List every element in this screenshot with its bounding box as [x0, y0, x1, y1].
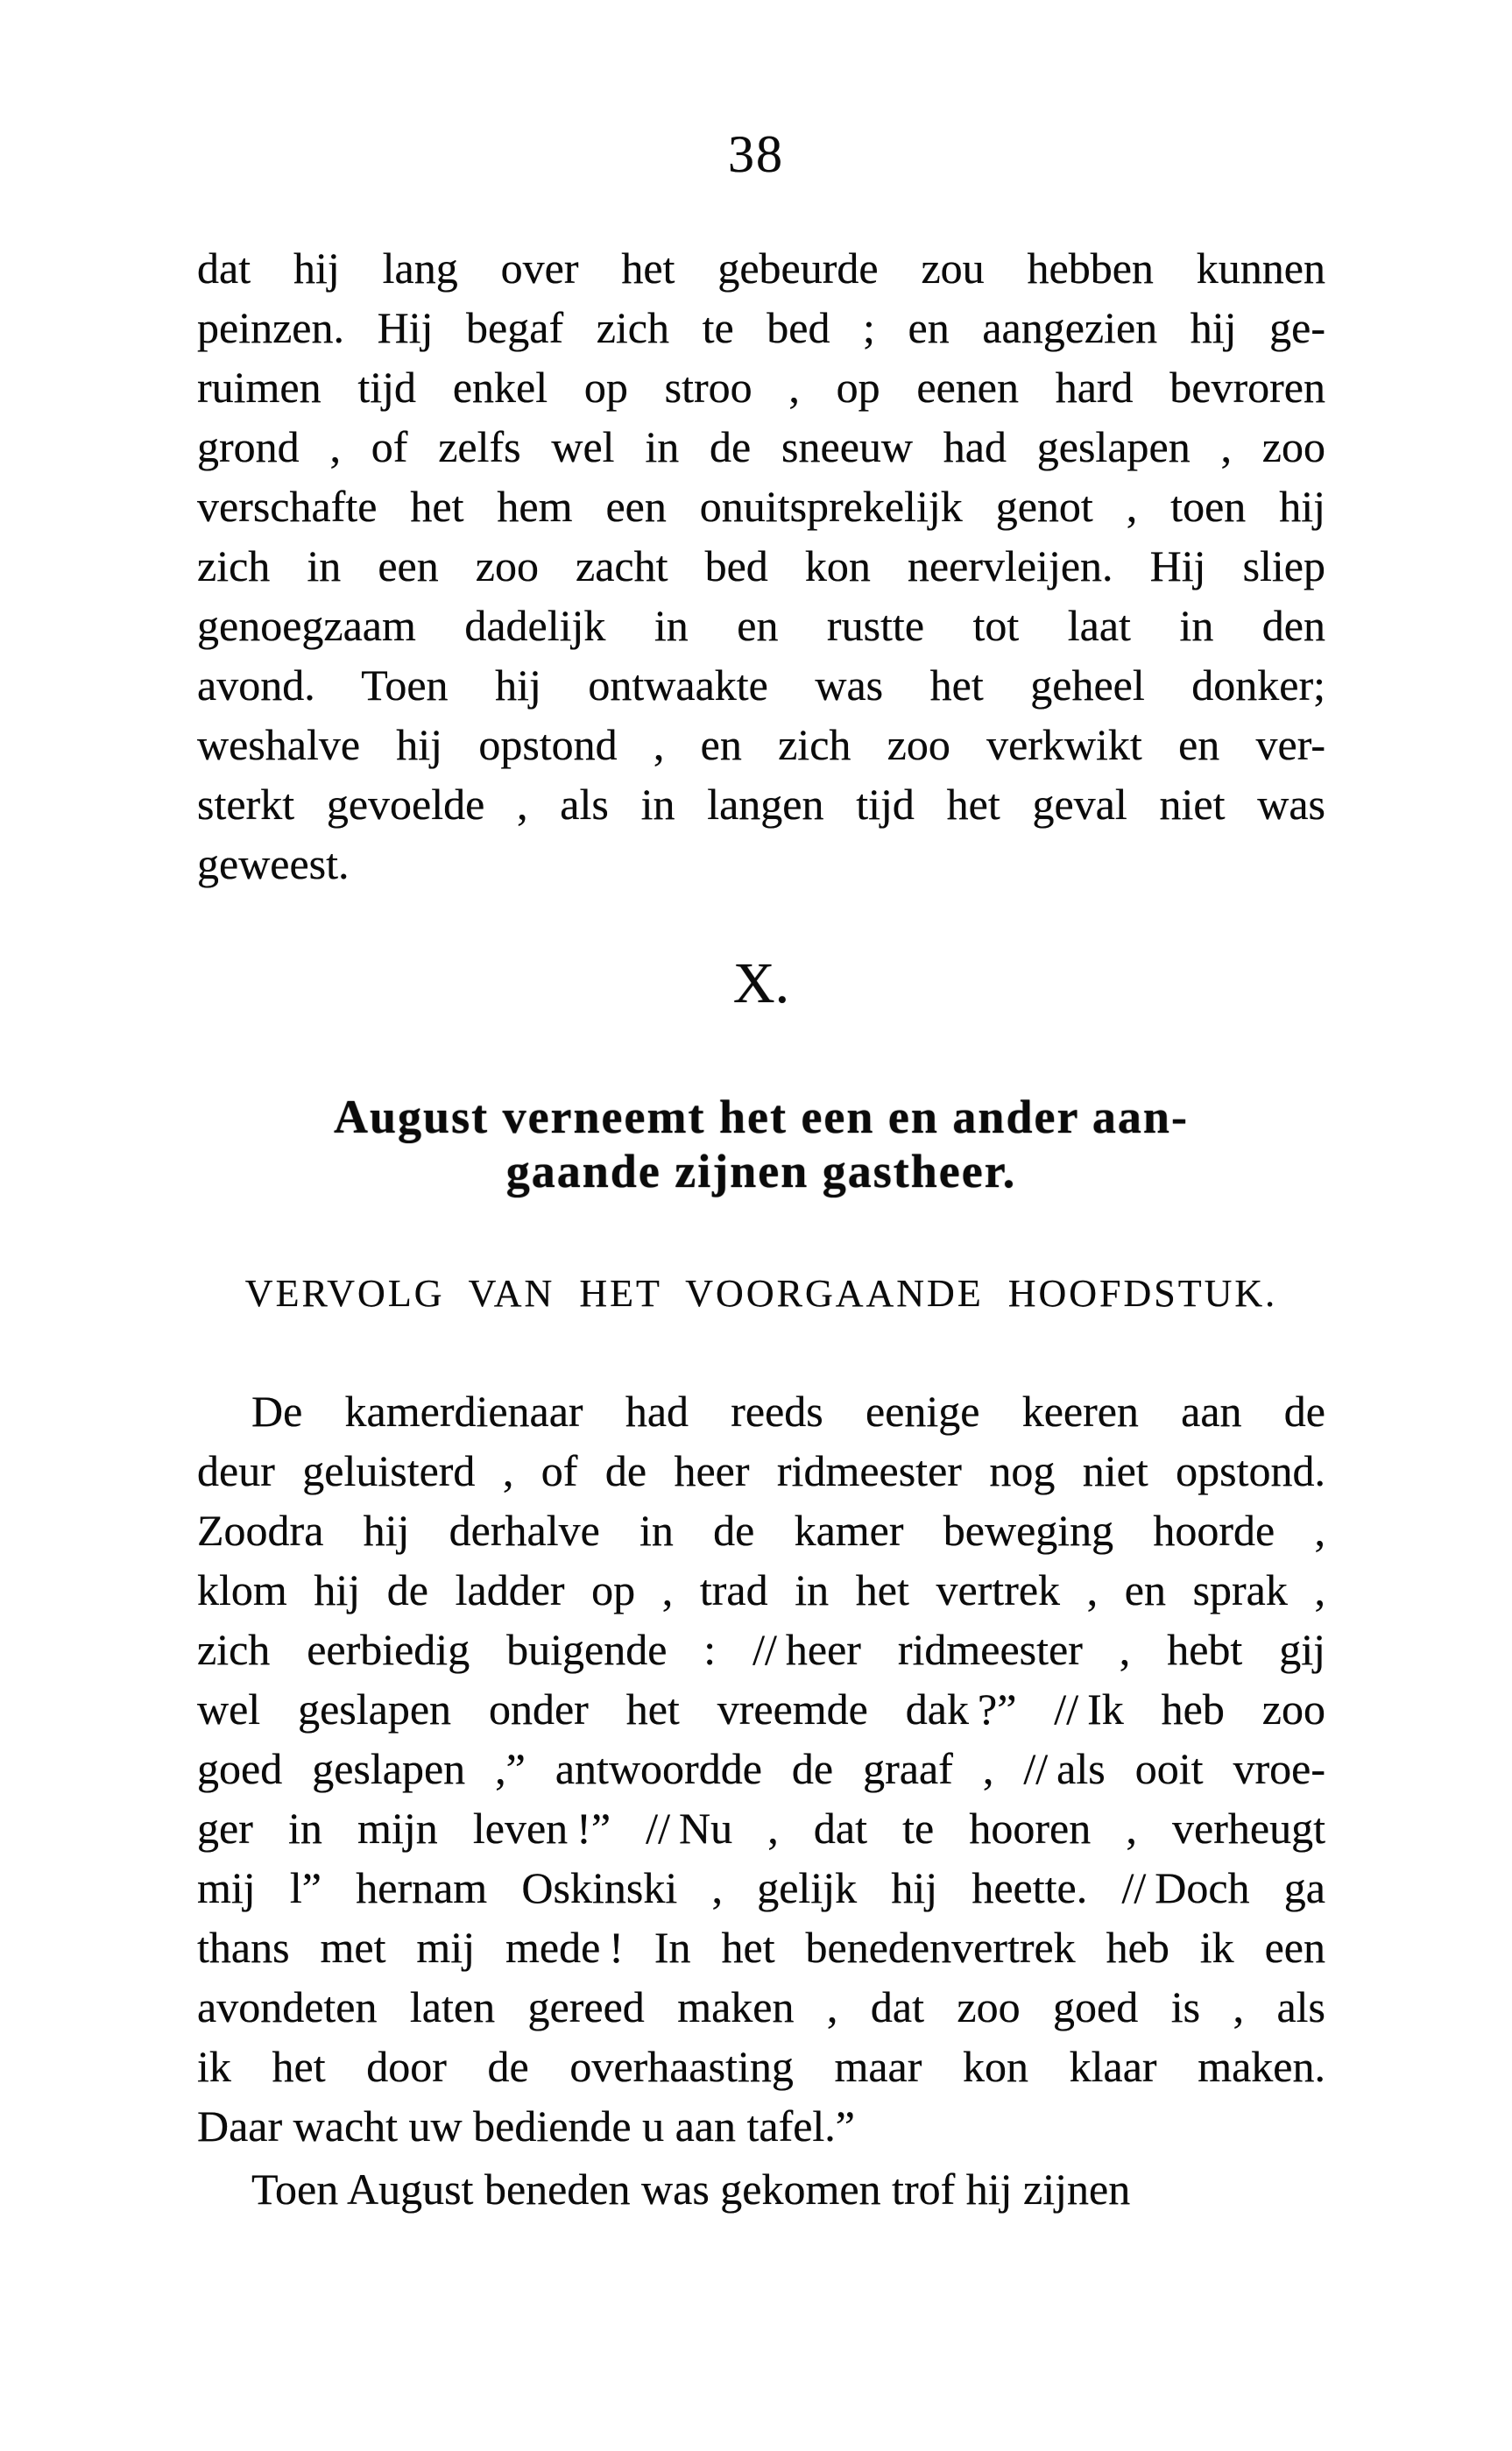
- text-line: wel geslapen onder het vreemde dak ?” // Ik heb zoo: [197, 1685, 1325, 1734]
- text-line: grond , of zelfs wel in de sneeuw had geslapen , zoo: [197, 422, 1325, 471]
- text-line: verschafte het hem een onuitsprekelijk genot , toen hij: [197, 482, 1325, 531]
- text-line: goed geslapen ,” antwoordde de graaf , // als ooit vroe-: [197, 1744, 1325, 1793]
- page-number: 38: [728, 125, 784, 183]
- chapter-subtitle: VERVOLG VAN HET VOORGAANDE HOOFDSTUK.: [244, 1272, 1278, 1315]
- text-line: ruimen tijd enkel op stroo , op eenen hard bevroren: [197, 363, 1325, 412]
- text-line: klom hij de ladder op , trad in het vertrek , en sprak ,: [197, 1565, 1325, 1614]
- paragraph: [197, 2159, 1325, 2219]
- chapter-title-line: August verneemt het een en ander aan-: [334, 1091, 1189, 1143]
- text-line: geweest.: [197, 839, 350, 888]
- text-line: peinzen. Hij begaf zich te bed ; en aangezien hij ge-: [197, 303, 1325, 352]
- text-line: avond. Toen hij ontwaakte was het geheel donker;: [197, 660, 1325, 710]
- chapter-title: [197, 1090, 1325, 1198]
- chapter-numeral: X.: [732, 951, 790, 1015]
- text-column: [197, 0, 1325, 2219]
- text-line: Daar wacht uw bediende u aan tafel.”: [197, 2101, 856, 2151]
- text-line: zich in een zoo zacht bed kon neervleijen. Hij sliep: [197, 541, 1325, 590]
- text-line: genoegzaam dadelijk in en rustte tot laat in den: [197, 601, 1325, 650]
- text-line: deur geluisterd , of de heer ridmeester nog niet opstond.: [197, 1446, 1325, 1495]
- paragraph-continuation: [197, 238, 1325, 894]
- text-line: De kamerdienaar had reeds eenige keeren aan de: [251, 1387, 1325, 1436]
- paragraph: [197, 1381, 1325, 2156]
- text-line: avondeten laten gereed maken , dat zoo goed is , als: [197, 1982, 1325, 2031]
- text-line: Toen August beneden was gekomen trof hij zijnen: [251, 2165, 1131, 2214]
- text-line: ger in mijn leven !” // Nu , dat te hooren , verheugt: [197, 1804, 1325, 1853]
- chapter-title-line: gaande zijnen gastheer.: [505, 1145, 1017, 1197]
- text-line: zich eerbiedig buigende : // heer ridmeester , hebt gij: [197, 1625, 1325, 1674]
- text-line: Zoodra hij derhalve in de kamer beweging hoorde ,: [197, 1506, 1325, 1555]
- text-line: ik het door de overhaasting maar kon klaar maken.: [197, 2042, 1325, 2091]
- text-line: mij l” hernam Oskinski , gelijk hij heette. // Doch ga: [197, 1863, 1325, 1912]
- text-line: sterkt gevoelde , als in langen tijd het geval niet was: [197, 780, 1325, 829]
- text-line: dat hij lang over het gebeurde zou hebben kunnen: [197, 244, 1325, 293]
- text-line: weshalve hij opstond , en zich zoo verkwikt en ver-: [197, 720, 1325, 769]
- text-line: thans met mij mede ! In het benedenvertrek heb ik een: [197, 1923, 1325, 1972]
